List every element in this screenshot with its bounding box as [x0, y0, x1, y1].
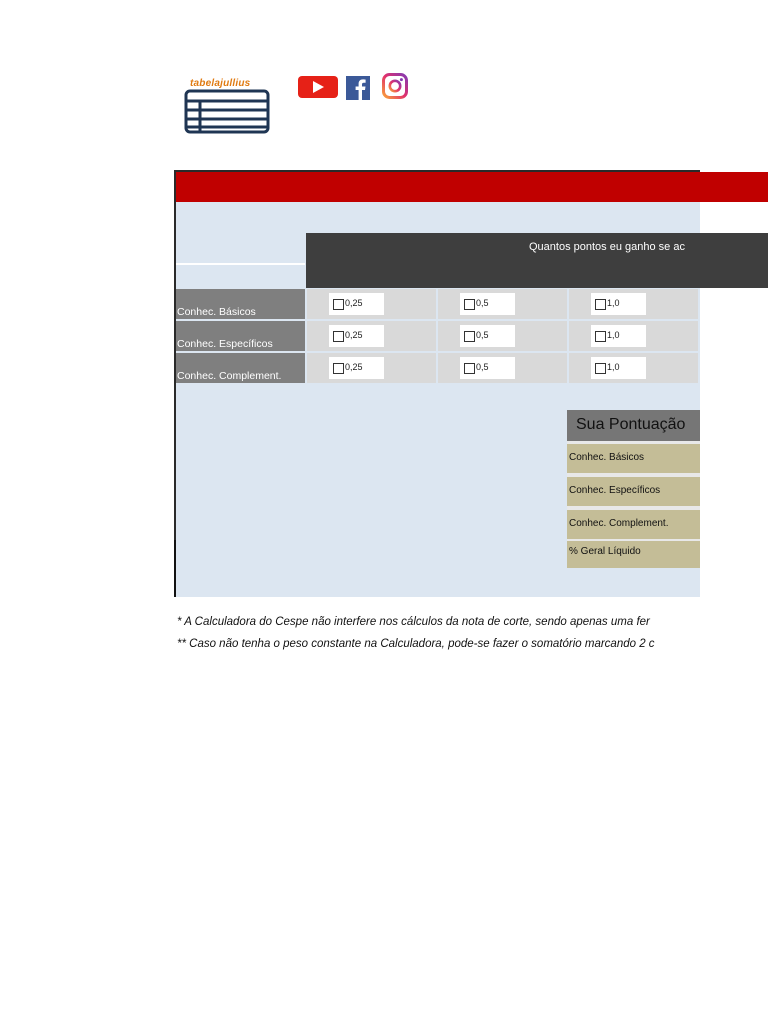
option-checkbox[interactable]: 1,0	[591, 357, 646, 379]
sheet-border	[174, 540, 176, 597]
points-header-text: Quantos pontos eu ganho se ac	[529, 241, 685, 253]
header-bar	[176, 172, 768, 202]
option-cell	[569, 353, 698, 383]
option-checkbox[interactable]: 0,25	[329, 325, 384, 347]
option-cell	[569, 289, 698, 319]
facebook-icon[interactable]	[346, 76, 370, 100]
option-cell	[438, 289, 567, 319]
score-row: Conhec. Específicos	[567, 477, 700, 506]
option-checkbox[interactable]: 0,5	[460, 325, 515, 347]
option-cell	[438, 353, 567, 383]
row-label-complement: Conhec. Complement.	[176, 353, 305, 383]
youtube-icon[interactable]	[298, 76, 338, 98]
divider	[176, 263, 305, 265]
option-checkbox[interactable]: 0,25	[329, 293, 384, 315]
score-row: % Geral Líquido	[567, 541, 700, 568]
logo-text: tabelajullius	[190, 78, 251, 89]
option-checkbox[interactable]: 0,5	[460, 293, 515, 315]
option-checkbox[interactable]: 1,0	[591, 325, 646, 347]
row-label-especificos: Conhec. Específicos	[176, 321, 305, 351]
score-row: Conhec. Complement.	[567, 510, 700, 539]
option-checkbox[interactable]: 0,25	[329, 357, 384, 379]
score-row: Conhec. Básicos	[567, 444, 700, 473]
table-list-icon	[184, 89, 270, 135]
option-cell	[307, 353, 436, 383]
instagram-icon[interactable]	[382, 73, 408, 99]
score-title-box	[567, 410, 700, 441]
option-cell	[307, 289, 436, 319]
footnote-2: ** Caso não tenha o peso constante na Calculadora, pode-se fazer o somatório marcando 2 c	[177, 638, 655, 650]
option-cell	[569, 321, 698, 351]
points-header	[306, 233, 768, 288]
footnote-1: * A Calculadora do Cespe não interfere nos cálculos da nota de corte, sendo apenas uma fer	[177, 616, 650, 628]
score-title: Sua Pontuação	[576, 416, 686, 433]
option-checkbox[interactable]: 1,0	[591, 293, 646, 315]
option-cell	[438, 321, 567, 351]
row-label-basicos: Conhec. Básicos	[176, 289, 305, 319]
option-cell	[307, 321, 436, 351]
option-checkbox[interactable]: 0,5	[460, 357, 515, 379]
